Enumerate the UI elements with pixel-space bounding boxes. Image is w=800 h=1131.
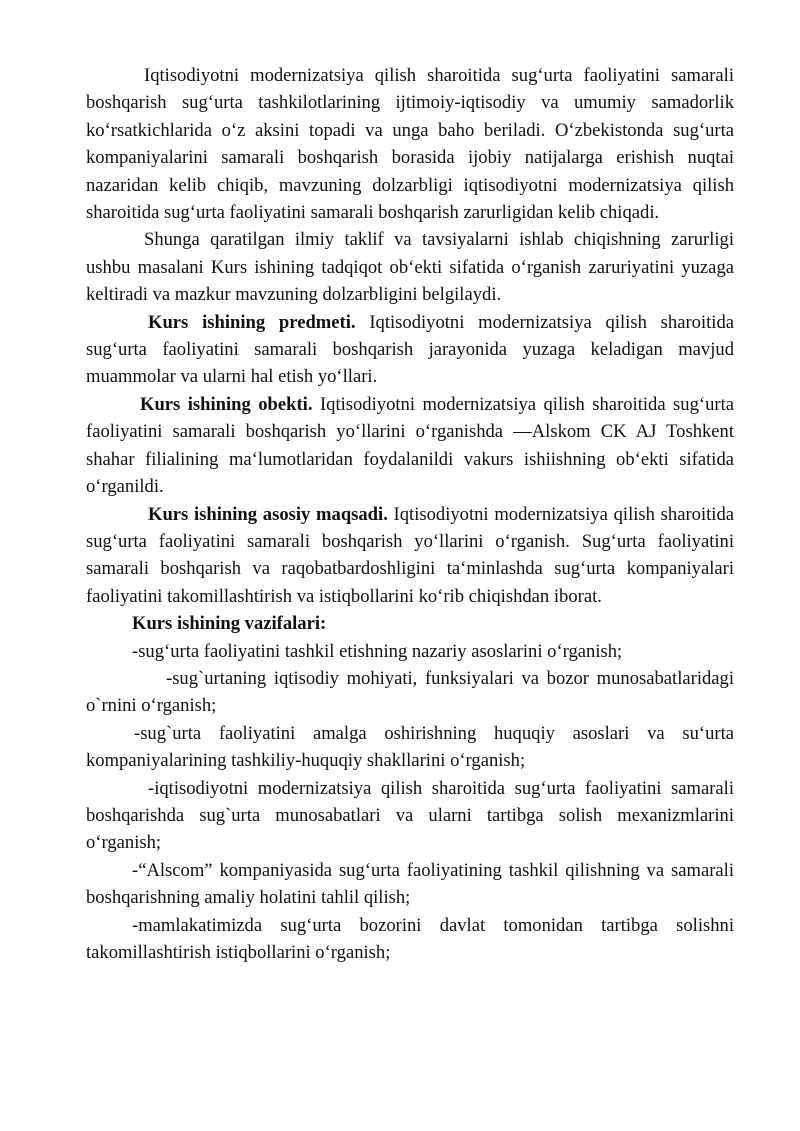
goal-label: Kurs ishining asosiy maqsadi. bbox=[148, 503, 388, 525]
object-label: Kurs ishining obekti. bbox=[140, 393, 313, 415]
intro-paragraph: Iqtisodiyotni modernizatsiya qilish sharoitida sug‘urta faoliyatini samarali boshqarish sug‘urta tashkilotlarining ijtimoiy-iqtisodiy va umumiy samadorlik ko‘rsatkichlarida o‘z aksini topadi va unga baho beriladi. O‘zbekistonda sug‘urta kompaniyalarini samarali boshqarish borasida ijobiy natijalarga erishish nuqtai nazaridan kelib chiqib, mavzuning dolzarbligi iqtisodiyotni modernizatsiya qilish sharoitida sug‘urta faoliyatini samarali boshqarish zarurligidan kelib chiqadi. bbox=[86, 65, 734, 224]
task-item-4: -iqtisodiyotni modernizatsiya qilish sharoitida sug‘urta faoliyatini samarali boshqarishda sug`urta munosabatlari va ularni tartibga solish mexanizmlarini o‘rganish; bbox=[86, 777, 734, 854]
relevance-paragraph: Shunga qaratilgan ilmiy taklif va tavsiyalarni ishlab chiqishning zarurligi ushbu masalani Kurs ishining tadqiqot ob‘ekti sifatida o‘rganish zaruriyatini yuzaga keltiradi va mazkur mavzuning dolzarbligini belgilaydi. bbox=[86, 229, 734, 306]
task-item-3: -sug`urta faoliyatini amalga oshirishning huquqiy asoslari va su‘urta kompaniyalarining tashkiliy-huquqiy shakllarini o‘rganish; bbox=[86, 722, 734, 772]
subject-label: Kurs ishining predmeti. bbox=[148, 311, 356, 333]
subject-paragraph bbox=[86, 309, 734, 391]
goal-paragraph bbox=[86, 501, 734, 611]
tasks-heading-label: Kurs ishining vazifalari: bbox=[132, 613, 327, 635]
subject-text: Iqtisodiyotni modernizatsiya qilish sharoitida sug‘urta faoliyatini samarali boshqarish jarayonida yuzaga keladigan mavjud muammolar va ularni hal etish yo‘llari. bbox=[86, 311, 734, 388]
object-text: Iqtisodiyotni modernizatsiya qilish sharoitida sug‘urta faoliyatini samarali boshqarish yo‘llarini o‘rganishda ―Alskom CK AJ Toshkent shahar filialining ma‘lumotlaridan foydalanildi vakurs ishiishning ob‘ekti sifatida o‘rganildi. bbox=[86, 393, 734, 498]
object-paragraph bbox=[86, 391, 734, 501]
tasks-heading bbox=[86, 610, 734, 637]
task-item-6: -mamlakatimizda sug‘urta bozorini davlat tomonidan tartibga solishni takomillashtirish istiqbollarini o‘rganish; bbox=[86, 914, 734, 963]
task-item-2: -sug`urtaning iqtisodiy mohiyati, funksiyalari va bozor munosabatlaridagi o`rnini o‘rganish; bbox=[86, 667, 734, 717]
task-item-5: -“Alscom” kompaniyasida sug‘urta faoliyatining tashkil qilishning va samarali boshqarishning amaliy holatini tahlil qilish; bbox=[86, 859, 734, 909]
task-item-1: -sug‘urta faoliyatini tashkil etishning nazariy asoslarini o‘rganish; bbox=[132, 640, 623, 662]
document-page bbox=[86, 62, 734, 966]
goal-text: Iqtisodiyotni modernizatsiya qilish sharoitida sug‘urta faoliyatini samarali boshqarish yo‘llarini o‘rganish. Sug‘urta faoliyatini samarali boshqarish va raqobatbardoshligini ta‘minlashda sug‘urta kompaniyalari faoliyatini takomillashtirish va istiqbollarini ko‘rib chiqishdan iborat. bbox=[86, 503, 734, 607]
